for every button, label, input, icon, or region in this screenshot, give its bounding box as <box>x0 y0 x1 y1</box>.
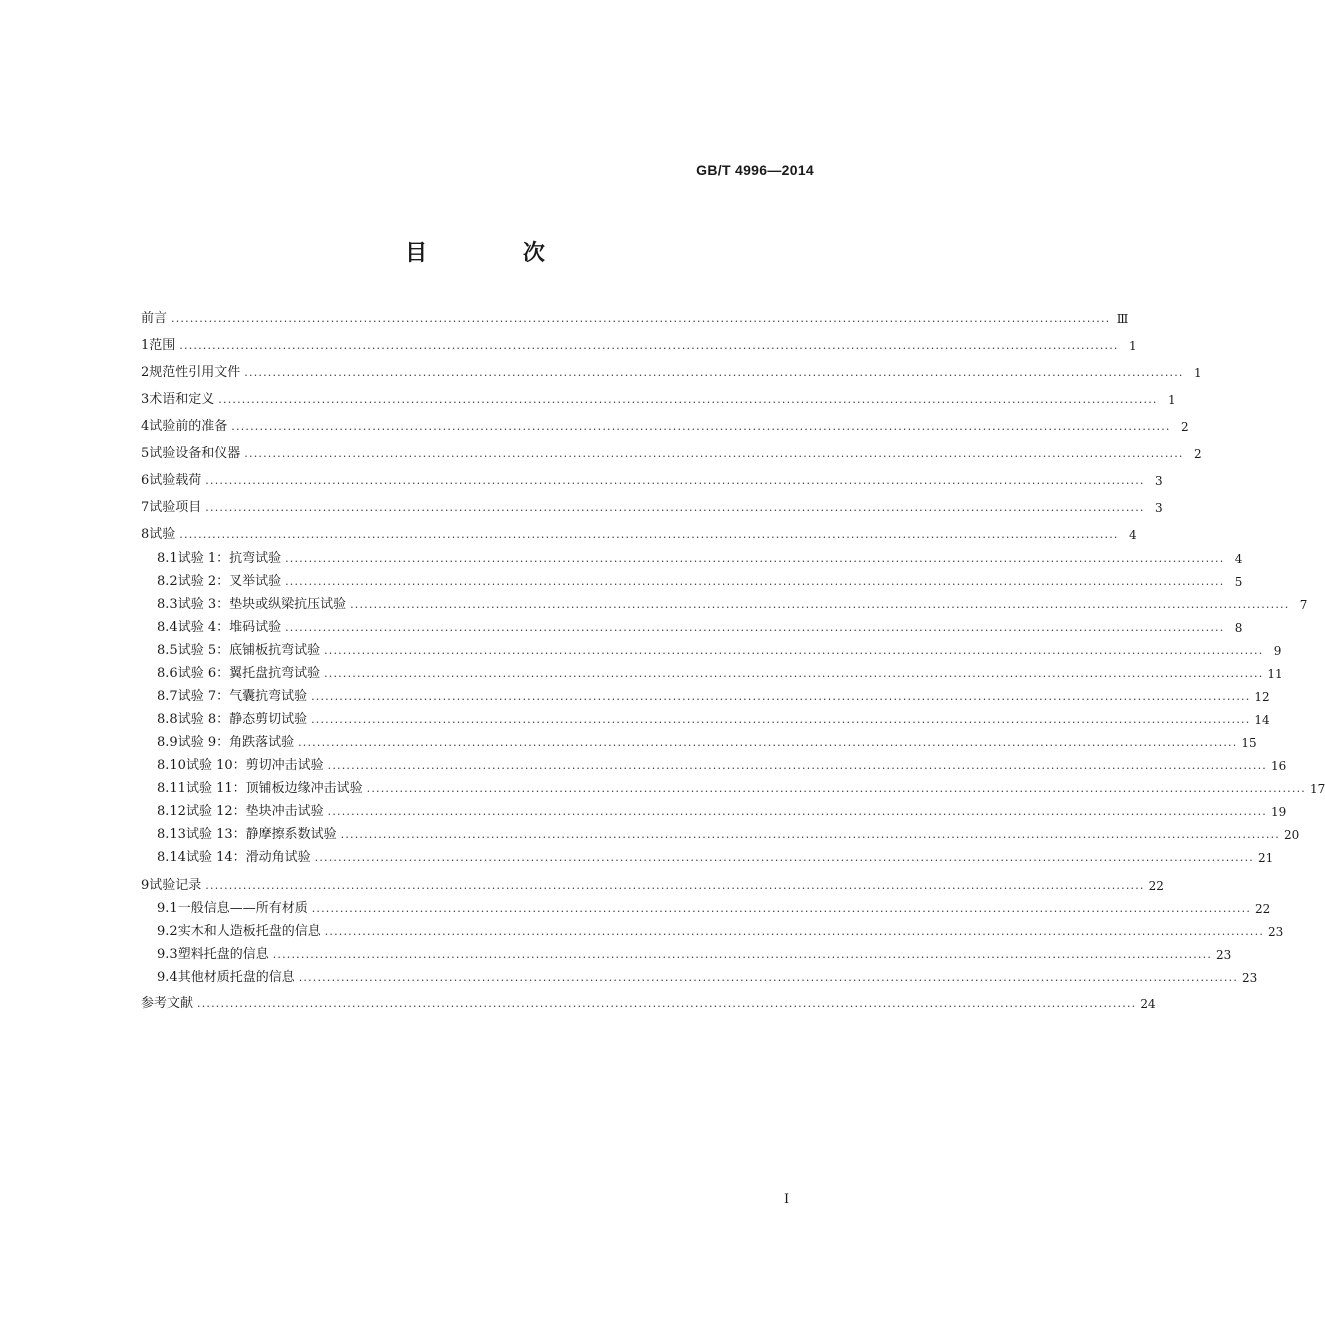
toc-entry-label: 前言 <box>141 311 168 326</box>
toc-leader-dots: ........................................................................................................................................................................................................ <box>205 474 1145 487</box>
toc-entry[interactable] <box>141 309 1129 329</box>
toc-leader-dots: ........................................................................................................................................................................................................ <box>231 420 1171 433</box>
toc-entry-label: 试验 7：气囊抗弯试验 <box>177 689 308 704</box>
toc-entry[interactable] <box>141 417 1189 437</box>
toc-entry-page: 17 <box>1309 782 1325 796</box>
toc-leader-dots: ........................................................................................................................................................................................................ <box>298 971 1239 984</box>
toc-leader-dots: ........................................................................................................................................................................................................ <box>218 393 1158 406</box>
toc-entry-label: 其他材质托盘的信息 <box>177 970 295 985</box>
toc-entry-number: 9 <box>141 878 150 893</box>
toc-entry-number: 8.14 <box>157 850 186 865</box>
toc-leader-dots: ........................................................................................................................................................................................................ <box>314 851 1254 864</box>
toc-entry-number: 8 <box>141 527 150 542</box>
toc-entry-number: 8.6 <box>157 666 178 681</box>
toc-entry-label: 试验 4：堆码试验 <box>177 620 282 635</box>
toc-entry-page: 4 <box>1128 528 1137 542</box>
toc-entry[interactable] <box>157 945 1232 965</box>
toc-entry-label: 试验 <box>149 527 176 542</box>
toc-entry-number: 8.5 <box>157 643 178 658</box>
toc-entry-label: 试验 1：抗弯试验 <box>177 551 282 566</box>
toc-leader-dots: ........................................................................................................................................................................................................ <box>179 339 1119 352</box>
toc-entry[interactable] <box>157 664 1283 684</box>
toc-entry-number: 8.8 <box>157 712 178 727</box>
toc-entry-page: 14 <box>1254 713 1270 727</box>
toc-entry-label: 试验 3：垫块或纵梁抗压试验 <box>177 597 347 612</box>
toc-entry-label: 规范性引用文件 <box>149 365 241 380</box>
toc-entry[interactable] <box>157 899 1271 919</box>
toc-entry-label: 试验 10：剪切冲击试验 <box>185 758 324 773</box>
toc-entry[interactable] <box>157 825 1300 845</box>
toc-leader-dots: ........................................................................................................................................................................................................ <box>205 879 1145 892</box>
toc-entry[interactable] <box>157 710 1270 730</box>
toc-entry-number: 9.4 <box>157 970 178 985</box>
toc-entry-page: 15 <box>1241 736 1257 750</box>
toc-entry-page: 8 <box>1234 621 1243 635</box>
toc-entry-number: 8.13 <box>157 827 186 842</box>
toc-entry-page: 4 <box>1234 552 1243 566</box>
toc-entry-label: 试验记录 <box>149 878 202 893</box>
toc-entry-page: 21 <box>1257 851 1274 865</box>
toc-entry-label: 试验 5：底铺板抗弯试验 <box>177 643 321 658</box>
toc-entry-label: 术语和定义 <box>149 392 215 407</box>
toc-entry-page: 23 <box>1242 971 1258 985</box>
toc-entry-page: Ⅲ <box>1116 312 1129 326</box>
toc-entry-page: 19 <box>1270 805 1287 819</box>
toc-entry-number: 8.3 <box>157 597 178 612</box>
toc-entry[interactable] <box>157 802 1287 822</box>
toc-entry-page: 22 <box>1148 879 1164 893</box>
page-title: 目 次 <box>405 241 589 266</box>
toc-leader-dots: ........................................................................................................................................................................................................ <box>197 997 1137 1010</box>
toc-entry[interactable] <box>141 390 1176 410</box>
toc-leader-dots: ........................................................................................................................................................................................................ <box>244 366 1184 379</box>
toc-entry-page: 2 <box>1193 447 1202 461</box>
toc-entry[interactable] <box>141 876 1164 896</box>
toc-entry[interactable] <box>141 471 1163 491</box>
toc-entry-number: 3 <box>141 392 150 407</box>
toc-entry-page: 1 <box>1193 366 1202 380</box>
toc-entry-page: 2 <box>1180 420 1189 434</box>
toc-entry-number: 9.1 <box>157 901 178 916</box>
toc-leader-dots: ........................................................................................................................................................................................................ <box>327 759 1267 772</box>
toc-entry-label: 试验 11：顶铺板边缘冲击试验 <box>185 781 363 796</box>
toc-entry[interactable] <box>157 618 1243 638</box>
toc-entry-number: 1 <box>141 338 150 353</box>
toc-entry[interactable] <box>157 779 1325 799</box>
toc-entry[interactable] <box>141 336 1137 356</box>
toc-leader-dots: ........................................................................................................................................................................................................ <box>311 902 1252 915</box>
toc-leader-dots: ........................................................................................................................................................................................................ <box>171 312 1111 325</box>
toc-leader-dots: ........................................................................................................................................................................................................ <box>327 805 1267 818</box>
toc-leader-dots: ........................................................................................................................................................................................................ <box>298 736 1238 749</box>
toc-leader-dots: ........................................................................................................................................................................................................ <box>324 925 1265 938</box>
toc-leader-dots: ........................................................................................................................................................................................................ <box>179 528 1119 541</box>
toc-entry-number: 8.11 <box>157 781 186 796</box>
toc-entry[interactable] <box>157 687 1270 707</box>
toc-entry-page: 3 <box>1154 474 1163 488</box>
toc-entry[interactable] <box>157 572 1243 592</box>
toc-entry[interactable] <box>157 733 1257 753</box>
toc-entry-number: 6 <box>141 473 150 488</box>
toc-entry-label: 试验前的准备 <box>149 419 228 434</box>
toc-entry-label: 试验 12：垫块冲击试验 <box>185 804 324 819</box>
toc-leader-dots: ........................................................................................................................................................................................................ <box>205 501 1145 514</box>
toc-leader-dots: ........................................................................................................................................................................................................ <box>311 713 1251 726</box>
toc-entry-page: 3 <box>1154 501 1163 515</box>
toc-entry-page: 20 <box>1283 828 1300 842</box>
toc-entry-number: 9.3 <box>157 947 178 962</box>
toc-entry-page: 12 <box>1254 690 1270 704</box>
toc-entry-page: 16 <box>1270 759 1287 773</box>
toc-entry-label: 范围 <box>149 338 176 353</box>
toc-leader-dots: ........................................................................................................................................................................................................ <box>350 598 1290 611</box>
toc-entry-label: 试验项目 <box>149 500 202 515</box>
toc-entry-page: 7 <box>1299 598 1308 612</box>
toc-entry-label: 试验 6：翼托盘抗弯试验 <box>177 666 321 681</box>
toc-entry-page: 11 <box>1267 667 1283 681</box>
toc-entry-number: 8.1 <box>157 551 178 566</box>
toc-entry-number: 7 <box>141 500 150 515</box>
toc-entry-page: 23 <box>1268 925 1284 939</box>
toc-entry-page: 9 <box>1273 644 1282 658</box>
toc-entry-number: 9.2 <box>157 924 178 939</box>
toc-entry-label: 一般信息——所有材质 <box>177 901 308 916</box>
toc-leader-dots: ........................................................................................................................................................................................................ <box>324 667 1264 680</box>
toc-entry-page: 23 <box>1216 948 1232 962</box>
toc-leader-dots: ........................................................................................................................................................................................................ <box>244 447 1184 460</box>
toc-entry[interactable] <box>141 444 1202 464</box>
toc-entry-label: 试验 13：静摩擦系数试验 <box>185 827 337 842</box>
toc-entry[interactable] <box>157 848 1274 868</box>
toc-entry[interactable] <box>141 525 1137 545</box>
toc-entry-label: 参考文献 <box>141 996 194 1011</box>
toc-leader-dots: ........................................................................................................................................................................................................ <box>285 621 1225 634</box>
toc-entry[interactable] <box>157 549 1243 569</box>
toc-entry-number: 2 <box>141 365 150 380</box>
toc-entry-number: 8.9 <box>157 735 178 750</box>
page-number: I <box>784 1192 790 1207</box>
toc-entry-number: 4 <box>141 419 150 434</box>
toc-entry-label: 试验 8：静态剪切试验 <box>177 712 308 727</box>
toc-entry[interactable] <box>157 756 1287 776</box>
toc-entry-number: 8.10 <box>157 758 186 773</box>
toc-entry-page: 22 <box>1255 902 1271 916</box>
toc-entry-number: 8.7 <box>157 689 178 704</box>
toc-leader-dots: ........................................................................................................................................................................................................ <box>340 828 1280 841</box>
toc-entry[interactable] <box>141 994 1156 1014</box>
toc-entry-page: 5 <box>1234 575 1243 589</box>
toc-entry-label: 试验载荷 <box>149 473 202 488</box>
toc-entry-label: 塑料托盘的信息 <box>177 947 269 962</box>
toc-entry-number: 8.2 <box>157 574 178 589</box>
toc-entry-number: 8.12 <box>157 804 186 819</box>
toc-leader-dots: ........................................................................................................................................................................................................ <box>272 948 1213 961</box>
toc-entry[interactable] <box>141 498 1163 518</box>
toc-entry-number: 5 <box>141 446 150 461</box>
toc-entry[interactable] <box>157 968 1258 988</box>
toc-entry-label: 试验设备和仪器 <box>149 446 241 461</box>
toc-entry-label: 实木和人造板托盘的信息 <box>177 924 321 939</box>
toc-entry-label: 试验 9：角跌落试验 <box>177 735 295 750</box>
toc-leader-dots: ........................................................................................................................................................................................................ <box>285 575 1225 588</box>
toc-entry[interactable] <box>157 641 1282 661</box>
toc-entry-page: 1 <box>1167 393 1176 407</box>
toc-entry-label: 试验 14：滑动角试验 <box>185 850 311 865</box>
toc-leader-dots: ........................................................................................................................................................................................................ <box>285 552 1225 565</box>
toc-entry[interactable] <box>157 595 1308 615</box>
toc-entry-number: 8.4 <box>157 620 178 635</box>
toc-leader-dots: ........................................................................................................................................................................................................ <box>366 782 1306 795</box>
toc-leader-dots: ........................................................................................................................................................................................................ <box>311 690 1251 703</box>
toc-entry[interactable] <box>157 922 1284 942</box>
toc-leader-dots: ........................................................................................................................................................................................................ <box>324 644 1264 657</box>
toc-entry[interactable] <box>141 363 1202 383</box>
toc-entry-label: 试验 2：叉举试验 <box>177 574 282 589</box>
toc-entry-page: 1 <box>1128 339 1137 353</box>
toc-entry-page: 24 <box>1140 997 1156 1011</box>
standard-code: GB/T 4996—2014 <box>696 162 814 178</box>
